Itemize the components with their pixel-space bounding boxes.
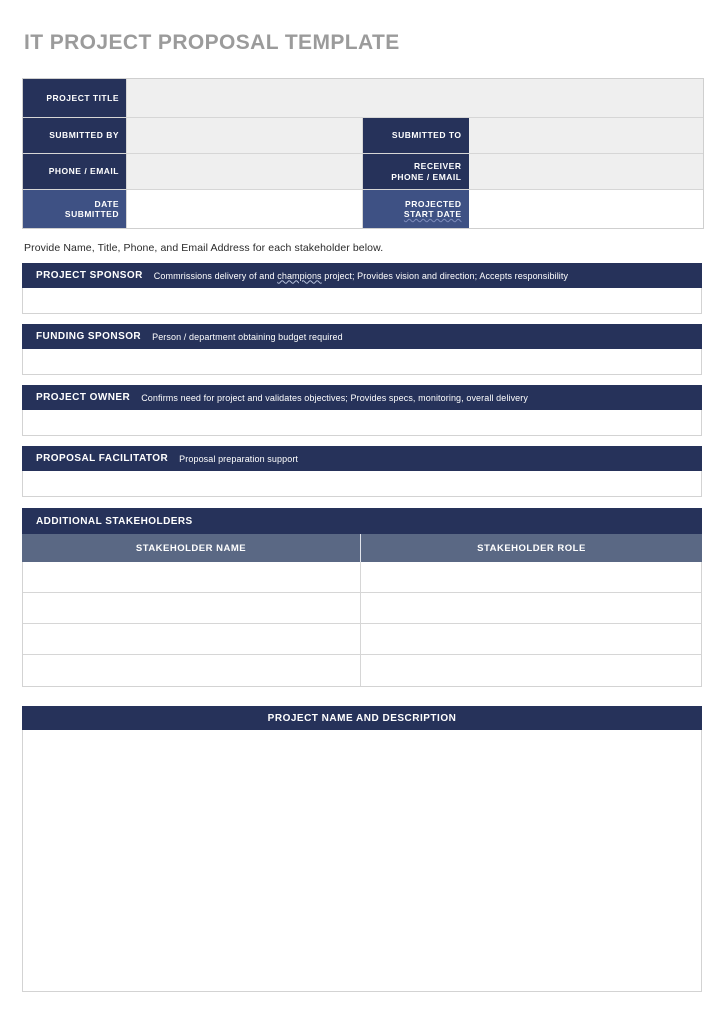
input-projected-start-date[interactable]: [469, 190, 704, 228]
stakeholder-instruction: Provide Name, Title, Phone, and Email Address for each stakeholder below.: [24, 242, 384, 254]
label-date-line1: DATE: [94, 198, 119, 209]
role-bar-project-owner: [22, 385, 702, 410]
label-date-submitted: [23, 190, 126, 228]
stakeholder-block-proposal-facilitator: [22, 446, 702, 497]
additional-stakeholders-title: ADDITIONAL STAKEHOLDERS: [22, 508, 702, 534]
input-stakeholder-role-3[interactable]: [361, 624, 701, 654]
input-phone-email[interactable]: [126, 154, 363, 189]
table-row: [23, 655, 701, 686]
role-label-project-owner: PROJECT OWNER: [36, 392, 131, 403]
input-date-submitted[interactable]: [126, 190, 363, 228]
additional-stakeholders-table: [22, 508, 702, 687]
input-stakeholder-name-3[interactable]: [23, 624, 361, 654]
label-phone-email: PHONE / EMAIL: [23, 154, 126, 189]
role-desc-project-sponsor: [154, 271, 568, 281]
stakeholder-block-project-sponsor: [22, 263, 702, 314]
input-stakeholder-name-1[interactable]: [23, 562, 361, 592]
info-row-submitted: [23, 118, 703, 154]
additional-stakeholders-body: [22, 562, 702, 687]
role-desc-part-before: Commrissions delivery of and: [153, 270, 278, 281]
input-submitted-to[interactable]: [469, 118, 704, 153]
label-receiver-phone-email: [363, 154, 469, 189]
input-project-description[interactable]: [22, 730, 702, 992]
input-funding-sponsor[interactable]: [22, 349, 702, 375]
input-project-title[interactable]: [126, 79, 703, 117]
label-project-title: PROJECT TITLE: [23, 79, 126, 117]
input-proposal-facilitator[interactable]: [22, 471, 702, 497]
label-projected-start-date: [363, 190, 469, 228]
role-desc-misspelled-word: champions: [277, 270, 322, 281]
input-stakeholder-role-4[interactable]: [361, 655, 701, 686]
stakeholder-block-funding-sponsor: [22, 324, 702, 375]
role-desc-project-owner: Confirms need for project and validates objectives; Provides specs, monitoring, overall delivery: [141, 392, 528, 403]
additional-stakeholders-header-row: [22, 534, 702, 562]
info-row-project-title: [23, 79, 703, 118]
project-description-section: [22, 706, 702, 992]
stakeholder-block-project-owner: [22, 385, 702, 436]
input-stakeholder-role-2[interactable]: [361, 593, 701, 623]
input-stakeholder-role-1[interactable]: [361, 562, 701, 592]
input-submitted-by[interactable]: [126, 118, 363, 153]
label-date-line2: SUBMITTED: [64, 209, 119, 219]
input-receiver-phone-email[interactable]: [469, 154, 704, 189]
role-desc-part-after: project; Provides vision and direction; Accepts responsibility: [321, 270, 569, 281]
role-label-funding-sponsor: FUNDING SPONSOR: [36, 331, 142, 342]
column-header-stakeholder-role: STAKEHOLDER ROLE: [477, 542, 586, 554]
input-project-owner[interactable]: [22, 410, 702, 436]
info-row-dates: [23, 190, 703, 228]
label-projected-line2: START DATE: [403, 209, 462, 219]
role-desc-funding-sponsor: Person / department obtaining budget required: [152, 331, 343, 342]
input-stakeholder-name-4[interactable]: [23, 655, 361, 686]
role-desc-proposal-facilitator: Proposal preparation support: [179, 453, 299, 464]
label-submitted-to: SUBMITTED TO: [363, 118, 469, 153]
role-bar-funding-sponsor: [22, 324, 702, 349]
table-row: [23, 562, 701, 593]
input-project-sponsor[interactable]: [22, 288, 702, 314]
role-label-proposal-facilitator: PROPOSAL FACILITATOR: [36, 453, 169, 464]
page-title: IT PROJECT PROPOSAL TEMPLATE: [24, 31, 400, 54]
column-header-stakeholder-name: STAKEHOLDER NAME: [22, 534, 361, 562]
input-stakeholder-name-2[interactable]: [23, 593, 361, 623]
role-bar-project-sponsor: [22, 263, 702, 288]
label-receiver-line1: RECEIVER: [414, 161, 462, 172]
project-description-title: PROJECT NAME AND DESCRIPTION: [22, 706, 702, 730]
info-row-phone-email: [23, 154, 703, 190]
table-row: [23, 593, 701, 624]
role-label-project-sponsor: PROJECT SPONSOR: [36, 270, 143, 281]
label-projected-line1: PROJECTED: [405, 198, 462, 209]
role-bar-proposal-facilitator: [22, 446, 702, 471]
table-row: [23, 624, 701, 655]
label-receiver-line2: PHONE / EMAIL: [391, 171, 462, 182]
label-submitted-by: SUBMITTED BY: [23, 118, 126, 153]
project-info-table: [22, 78, 704, 229]
